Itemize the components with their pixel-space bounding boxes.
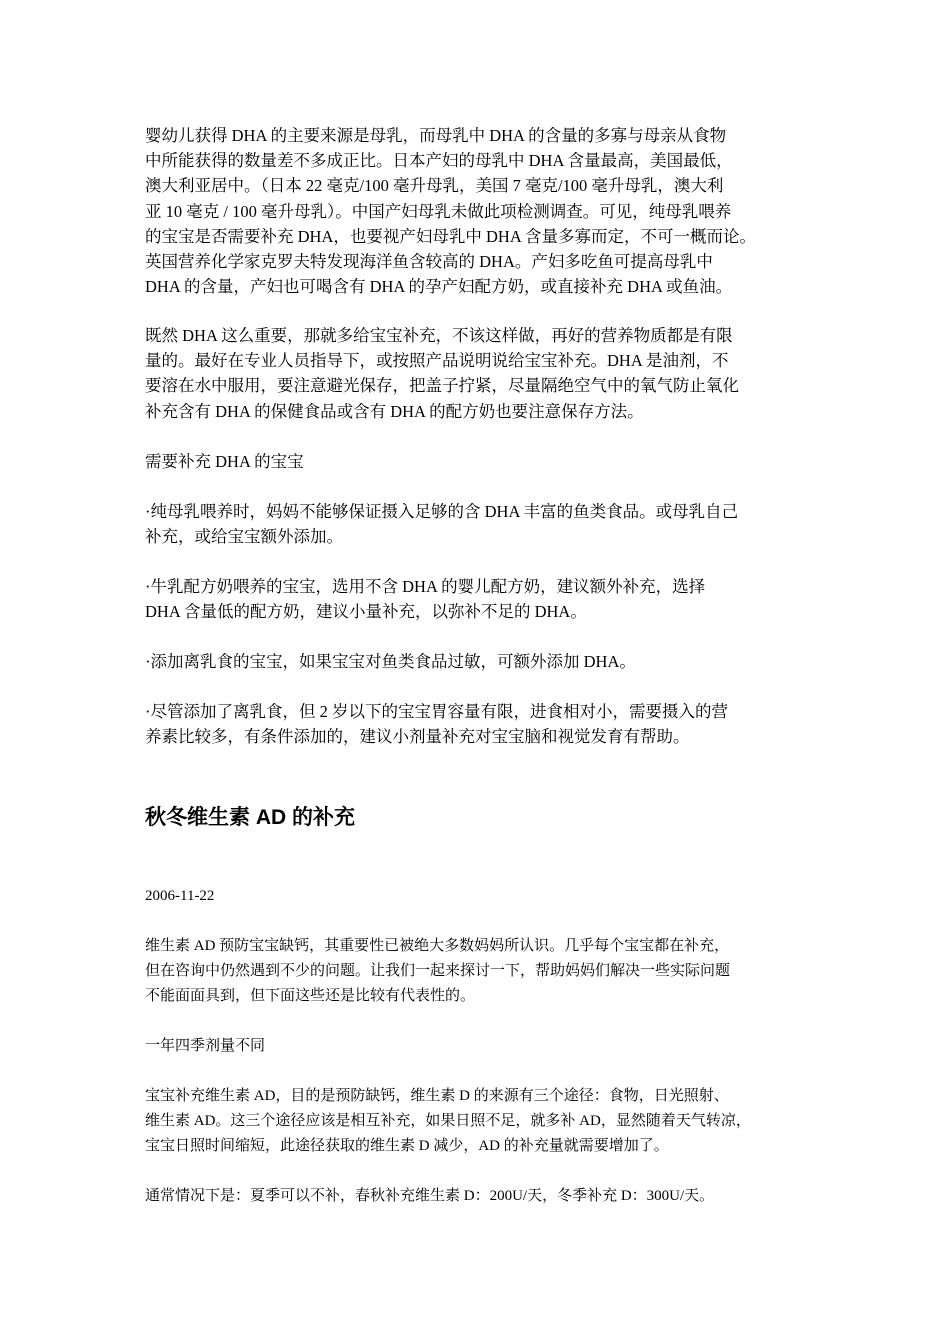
text-line: 婴幼儿获得 DHA 的主要来源是母乳，而母乳中 DHA 的含量的多寡与母亲从食物	[145, 126, 727, 145]
text-line: 量的。最好在专业人员指导下，或按照产品说明说给宝宝补充。DHA 是油剂，不	[145, 351, 729, 371]
ad-subheading	[145, 1034, 825, 1059]
ad-sources-paragraph	[145, 1084, 825, 1159]
text-line: 宝宝日照时间缩短，此途径获取的维生素 D 减少，AD 的补充量就需要增加了。	[145, 1138, 669, 1154]
subheading-text: 需要补充 DHA 的宝宝	[145, 452, 304, 471]
text-line: 养素比较多，有条件添加的，建议小剂量补充对宝宝脑和视觉发育有帮助。	[145, 727, 690, 747]
text-line: 中所能获得的数量差不多成正比。日本产妇的母乳中 DHA 含量最高，美国最低，	[145, 151, 733, 171]
subheading-text: 一年四季剂量不同	[145, 1038, 266, 1054]
text-line: 的宝宝是否需要补充 DHA，也要视产妇母乳中 DHA 含量多寡而定，不可一概而论。	[145, 226, 756, 246]
ad-dosage-paragraph	[145, 1184, 825, 1209]
dha-subheading	[145, 449, 825, 474]
text-line: 通常情况下是：夏季可以不补，春秋补充维生素 D：200U/天，冬季补充 D：300U/天。	[145, 1188, 715, 1204]
article-date	[145, 884, 825, 909]
text-line: ·添加离乳食的宝宝，如果宝宝对鱼类食品过敏，可额外添加 DHA。	[145, 652, 636, 671]
text-line: 补充，或给宝宝额外添加。	[145, 527, 343, 547]
text-line: DHA 的含量，产妇也可喝含有 DHA 的孕产妇配方奶，或直接补充 DHA 或鱼油。	[145, 277, 733, 297]
text-line: 宝宝补充维生素 AD，目的是预防缺钙，维生素 D 的来源有三个途径：食物，日光照射、	[145, 1088, 729, 1104]
text-line: ·纯母乳喂养时，妈妈不能够保证摄入足够的含 DHA 丰富的鱼类食品。或母乳自己	[145, 502, 739, 521]
text-line: 英国营养化学家克罗夫特发现海洋鱼含较高的 DHA。产妇多吃鱼可提高母乳中	[145, 252, 713, 272]
bullet-item	[145, 699, 825, 749]
dha-caution-paragraph	[145, 323, 825, 424]
article-title: 秋冬维生素 AD 的补充	[145, 806, 355, 829]
text-line: ·尽管添加了离乳食，但 2 岁以下的宝宝胃容量有限，进食相对小，需要摄入的营	[145, 702, 728, 721]
text-line: 既然 DHA 这么重要，那就多给宝宝补充，不该这样做，再好的营养物质都是有限	[145, 326, 733, 345]
text-line: 但在咨询中仍然遇到不少的问题。让我们一起来探讨一下，帮助妈妈们解决一些实际问题	[145, 963, 731, 979]
date-text: 2006-11-22	[145, 888, 215, 904]
text-line: 维生素 AD 预防宝宝缺钙，其重要性已被绝大多数妈妈所认识。几乎每个宝宝都在补充，	[145, 938, 730, 954]
text-line: 不能面面具到，但下面这些还是比较有代表性的。	[145, 988, 476, 1004]
text-line: 补充含有 DHA 的保健食品或含有 DHA 的配方奶也要注意保存方法。	[145, 401, 644, 421]
bullet-item	[145, 574, 825, 624]
text-line: 维生素 AD。这三个途径应该是相互补充，如果日照不足，就多补 AD，显然随着天气转凉，	[145, 1113, 751, 1129]
dha-source-paragraph	[145, 123, 825, 299]
ad-intro-paragraph	[145, 934, 825, 1009]
text-line: DHA 含量低的配方奶，建议小量补充，以弥补不足的 DHA。	[145, 602, 587, 622]
bullet-item	[145, 649, 825, 674]
text-line: 澳大利亚居中。（日本 22 毫克/100 毫升母乳，美国 7 毫克/100 毫升母乳，澳大利	[145, 176, 724, 196]
bullet-item	[145, 499, 825, 549]
text-line: ·牛乳配方奶喂养的宝宝，选用不含 DHA 的婴儿配方奶，建议额外补充，选择	[145, 577, 706, 596]
text-line: 亚 10 毫克 / 100 毫升母乳）。中国产妇母乳未做此项检测调查。可见，纯母乳喂养	[145, 201, 732, 221]
text-line: 要溶在水中服用，要注意避光保存，把盖子拧紧，尽量隔绝空气中的氧气防止氧化	[145, 376, 739, 396]
